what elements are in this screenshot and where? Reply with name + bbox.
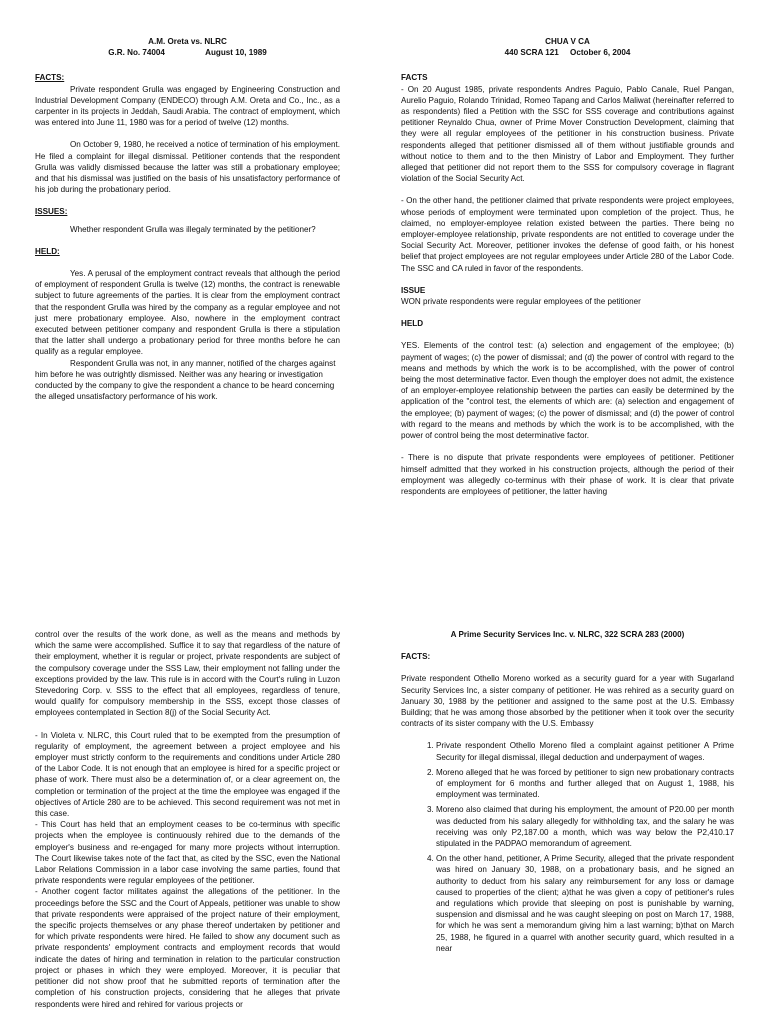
case-chua	[401, 36, 734, 497]
facts-heading: FACTS:	[35, 73, 65, 83]
case-chua-continued	[35, 629, 340, 1010]
issues-paragraph: Whether respondent Grulla was illegaly terminated by the petitioner?	[70, 224, 316, 234]
facts-paragraph: Private respondent Grulla was engaged by Engineering Construction and Industrial Development Company (ENDECO) through A.M. Oreta and Co., Inc., as a carpenter in its projects in Jeddah, Saudi Arabia. The contract of employment, which was entered into June 11, 1980 was for a period of twelve (12) months.	[35, 84, 340, 128]
case-oreta	[35, 36, 340, 402]
held-paragraph: - In Violeta v. NLRC, this Court ruled that to be exempted from the presumption of regularity of employment, the agreement between a project employee and his employer must strictly conform to the requirements and conditions under Article 280 of the Labor Code. It is not enough that an employee is hired for a specific project or phase of work. There must also be a determination of, or a clear agreement on, the completion or termination of the project at the time the employee was engaged if the objectives of Article 280 are to be achieved. This second requirement was not met in this case.	[35, 730, 340, 819]
issues-heading: ISSUES:	[35, 207, 68, 217]
facts-paragraph: - On 20 August 1985, private respondents Andres Paguio, Pablo Canale, Ruel Pangan, Aurelio Paguio, Rolando Trinidad, Romeo Tapang and Carlos Maliwat (hereinafter referred to as respondents) filed a Petition with the SSC for SSS coverage and contributions against petitioner Reynaldo Chua, owner of Prime Mover Construction Development, claiming that they were all regular employees of the petitioner in his construction business. Private respondents alleged that petitioner dismissed all of them without justifiable grounds and without notice to them and to the then Ministry of Labor and Employment. They further alleged that petitioner did not report them to the SSS for compulsory coverage in flagrant violation of the Social Security Act.	[401, 84, 734, 184]
facts-list	[401, 740, 734, 954]
list-item: 2. Moreno alleged that he was forced by petitioner to sign new probationary contracts of employment for 6 months and further alleged that on August 1, 1988, his employment was terminated.	[436, 767, 734, 801]
case-title: A Prime Security Services Inc. v. NLRC, 322 SCRA 283 (2000)	[450, 630, 685, 639]
case-title: CHUA V CA	[545, 37, 590, 46]
facts-paragraph: Private respondent Othello Moreno worked as a security guard for a year with Sugarland Security Services Inc, a sister company of petitioner. He was rehired as a security guard on January 30, 1988 by the petitioner and assigned to the same post at the U.S. Embassy Building; that he was among those absorbed by the petitioner when it took over the security contracts of its sister company with the U.S. Embassy	[401, 674, 734, 729]
held-paragraph: - There is no dispute that private respondents were employees of petitioner. Petitioner himself admitted that they worked in his construction projects, although the period of their employment was allegedly co-terminus with their phase of work. It is clear that private respondents are employees of petitioner, the latter having	[401, 453, 734, 496]
list-item: 4. On the other hand, petitioner, A Prime Security, alleged that the private respondent was hired on January 30, 1988, on a probationary basis, and he signed an authority to deduct from his salary any reimbursement for any loss or damage caused to properties of the client; a)that he was given a copy of petitioner's rules and regulations which provide that sleeping on post is punishable by warning, suspension and dismissal and he was caught sleeping on post on March 17, 1988, for which he was sent a memorandum giving him a last warning; b)that on March 25, 1988, he figured in a quarrel with another security guard, which resulted in a near	[436, 853, 734, 954]
list-item: 1. Private respondent Othello Moreno filed a complaint against petitioner A Prime Security for illegal dismissal, illegal deduction and underpayment of wages.	[436, 740, 734, 762]
case-title: A.M. Oreta vs. NLRC	[148, 37, 227, 46]
facts-heading: FACTS	[401, 73, 428, 83]
case-citation: 440 SCRA 121 October 6, 2004	[504, 48, 631, 58]
facts-heading: FACTS:	[401, 652, 431, 662]
held-paragraph: - Another cogent factor militates against the allegations of the petitioner. In the proceedings before the SSC and the Court of Appeals, petitioner was unable to show that private respondents were appraised of the project nature of their employment, the specific projects themselves or any phase thereof undertaken by petitioner and for which private respondents were hired. He failed to show any document such as private respondents' employment contracts and employment records that would indicate the dates of hiring and termination in relation to the particular construction project or phases in which they were employed. Moreover, it is peculiar that petitioner did not show proof that he submitted reports of termination after the completion of his construction projects, considering that he alleges that private respondents were hired and rehired for various projects or	[35, 887, 340, 1009]
held-heading: HELD	[401, 319, 424, 329]
held-paragraph: YES. Elements of the control test: (a) selection and engagement of the employee; (b) payment of wages; (c) the power of dismissal; and (d) the power of control with regard to the means and methods by which the work is to be accomplished, with the power of control being the most determinative factor. Even though the employer does not admit, the existence of an employer-employee relationship between the parties can easily be determined by the application of the "control test, the elements of which are: (a) selection and engagement of the employee; (b) payment of wages; (c) the power of dismissal; and (d) the power of control with regard to the means and methods by which the work is to be accomplished, with the power of control being the most determinative factor.	[401, 341, 734, 441]
facts-paragraph: On October 9, 1980, he received a notice of termination of his employment. He filed a complaint for illegal dismissal. Petitioner contends that the respondent Grulla was validly dismissed because the latter was still a probationary employee; and that his dismissal was justified on the basis of his unsatisfactory performance of his job during the probationary period.	[35, 140, 340, 195]
list-item: 3. Moreno also claimed that during his employment, the amount of P20.00 per month was deducted from his salary allegedly for withholding tax, and the salary he was receiving was only P2,187.00 a month, which was way below the P2,410.17 stipulated in the PADPAO memorandum of agreement.	[436, 804, 734, 849]
held-paragraph: Yes. A perusal of the employment contract reveals that although the period of employment of respondent Grulla is twelve (12) months, the contract is renewable subject to future agreements of the parties. It is clear from the employment contract that the respondent Grulla was hired by the company as a regular employee and not just mere probationary employee. Also, nowhere in the employment contract executed between petitioner company and respondent Grulla is there a stipulation that the latter shall undergo a probationary period for three months before he can qualify as a regular employee.	[35, 269, 340, 357]
held-paragraph: control over the results of the work done, as well as the means and methods by which the same were accomplished. Suffice it to say that regardless of the nature of their employment, whether it is regular or project, private respondents are subject of the compulsory coverage under the SSS Law, their employment not falling under the exceptions provided by the law. This rule is in accord with the Court's ruling in Luzon Stevedoring Corp. v. SSS to the effect that all employees, regardless of tenure, would qualify for compulsory membership in the SSS, except those classes of employees contemplated in Section 8(j) of the Social Security Act.	[35, 630, 340, 718]
held-heading: HELD:	[35, 246, 60, 256]
held-paragraph: - This Court has held that an employment ceases to be co-terminus with specific projects when the employee is continuously rehired due to the demands of the employer's business and re-engaged for many more projects without interruption. The Court likewise takes note of the fact that, as cited by the SSC, even the National Labor Relations Commission in a labor case involving the same parties, found that private respondents were regular employees of the petitioner.	[35, 820, 340, 886]
case-citation: G.R. No. 74004 August 10, 1989	[108, 48, 267, 58]
case-a-prime	[401, 629, 734, 958]
issue-paragraph: WON private respondents were regular employees of the petitioner	[401, 297, 641, 307]
held-paragraph: Respondent Grulla was not, in any manner, notified of the charges against him before he was outrightly dismissed. Neither was any hearing or investigation conducted by the company to give the respondent a chance to be heard concerning the alleged unsatisfactory performance of his work.	[35, 358, 336, 402]
facts-paragraph: - On the other hand, the petitioner claimed that private respondents were project employees, whose periods of employment were terminated upon completion of the project. Thus, he claimed, no employer-employee relation existed between the parties. There being no employer-employee relationship, private respondents are not entitled to coverage under the Social Security Act. Moreover, petitioner invokes the defense of good faith, or his honest belief that project employees are not regular employees under Article 280 of the Labor Code. The SSC and CA ruled in favor of the respondents.	[401, 196, 734, 273]
issue-heading: ISSUE	[401, 285, 426, 295]
